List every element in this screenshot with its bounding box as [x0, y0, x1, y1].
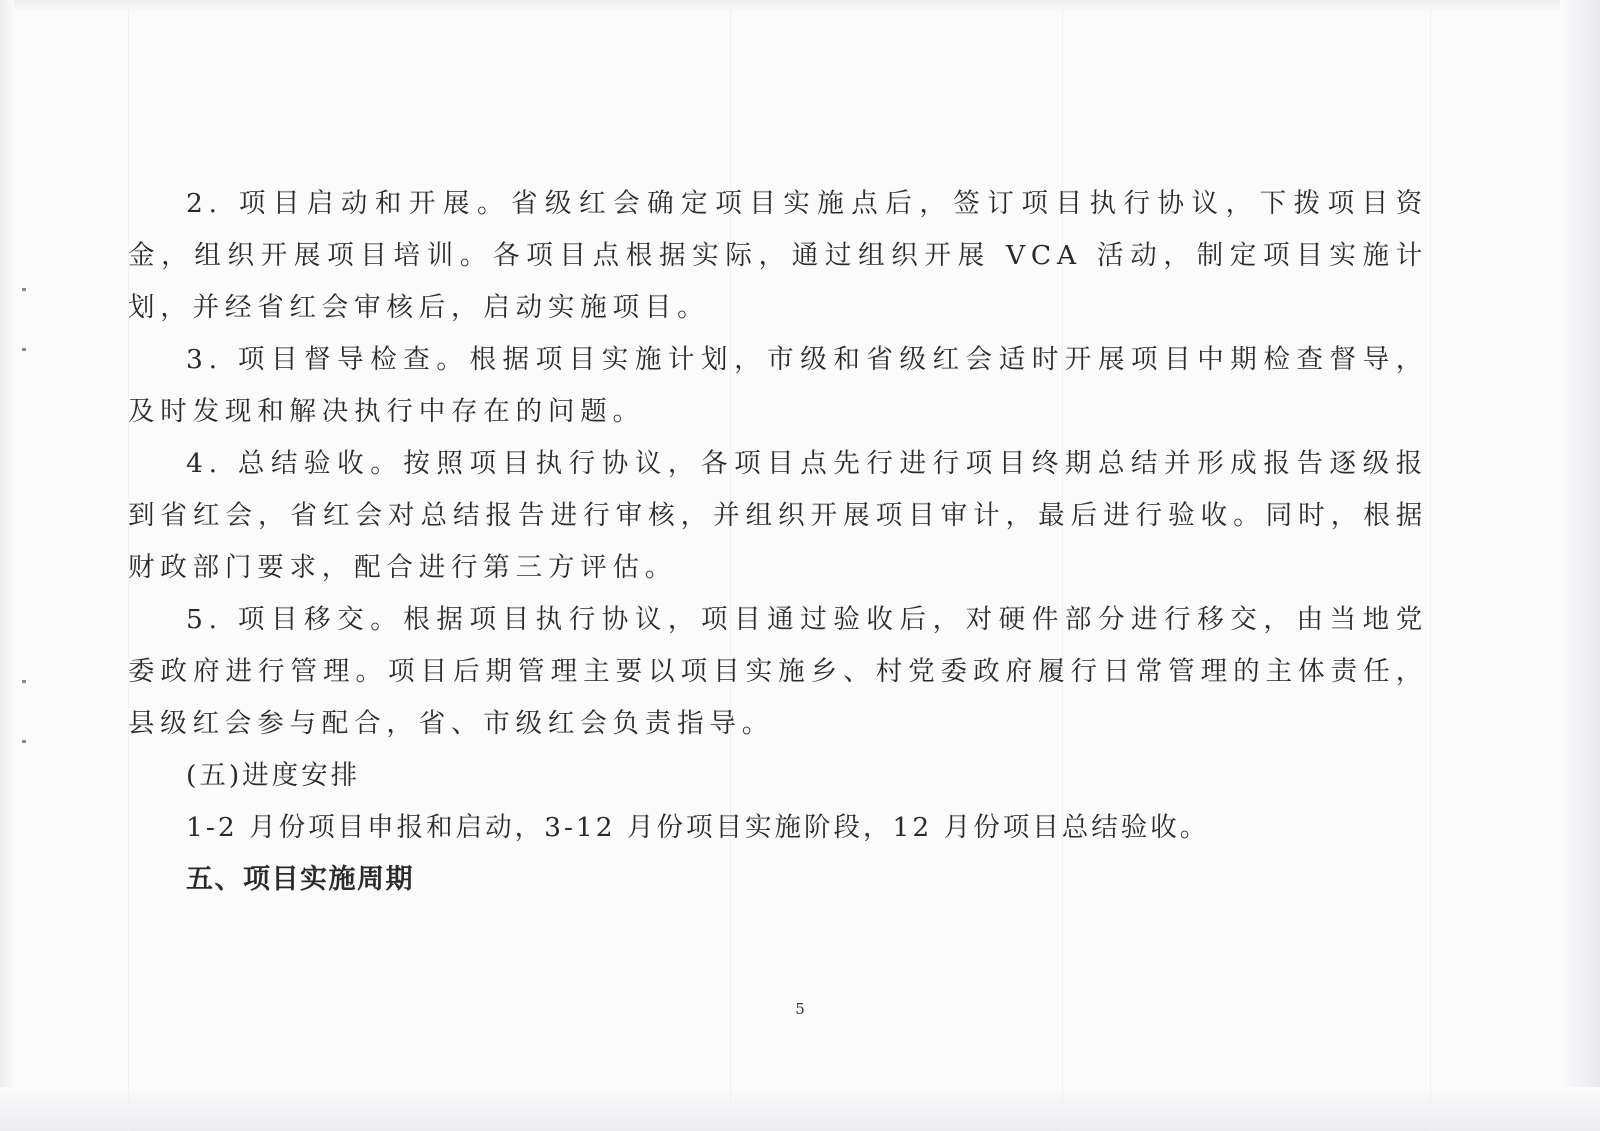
page-number: 5	[795, 1000, 805, 1018]
section-heading: 五、项目实施周期	[186, 864, 414, 895]
scan-speck	[22, 680, 26, 683]
document-body	[128, 178, 1428, 906]
scan-speck	[22, 740, 26, 743]
paragraph-project-launch: 2. 项目启动和开展。省级红会确定项目实施点后，签订项目执行协议，下拨项目资金，组织开展项目培训。各项目点根据实际，通过组织开展 VCA 活动，制定项目实施计划，并经省红会审核后，启动实施项目。	[128, 188, 1428, 323]
scan-speck	[22, 288, 26, 291]
scan-edge-left	[0, 0, 14, 1131]
paragraph-project-supervision: 3. 项目督导检查。根据项目实施计划，市级和省级红会适时开展项目中期检查督导，及时发现和解决执行中存在的问题。	[128, 344, 1428, 427]
paragraph-summary-acceptance: 4. 总结验收。按照项目执行协议，各项目点先行进行项目终期总结并形成报告逐级报到省红会，省红会对总结报告进行审核，并组织开展项目审计，最后进行验收。同时，根据财政部门要求，配合进行第三方评估。	[128, 448, 1428, 583]
scan-edge-top	[0, 0, 1600, 12]
paragraph-project-handover: 5. 项目移交。根据项目执行协议，项目通过验收后，对硬件部分进行移交，由当地党委政府进行管理。项目后期管理主要以项目实施乡、村党委政府履行日常管理的主体责任，县级红会参与配合，省、市级红会负责指导。	[128, 604, 1428, 739]
schedule-text: 1-2 月份项目申报和启动，3-12 月份项目实施阶段，12 月份项目总结验收。	[186, 812, 1210, 843]
scan-edge-bottom	[0, 1087, 1600, 1131]
scan-streak	[1430, 0, 1431, 1131]
subsection-title: (五)进度安排	[186, 760, 361, 791]
scan-speck	[22, 348, 26, 351]
scan-edge-right	[1560, 0, 1600, 1131]
